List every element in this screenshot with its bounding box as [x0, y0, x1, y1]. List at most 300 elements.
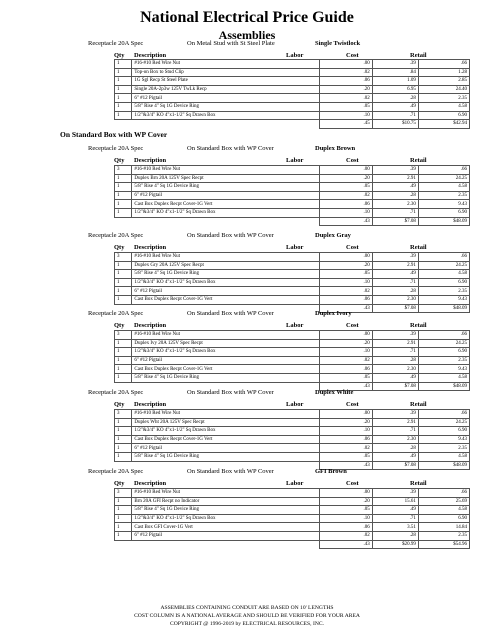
blank-cell — [132, 217, 319, 226]
table-row — [115, 77, 470, 86]
description-cell: 1/2"&3/4" KO 4"x1-1/2" Sq Drawn Box — [132, 208, 319, 217]
column-header-cost: Cost — [346, 480, 359, 487]
description-cell: 6" #12 Pigtail — [132, 531, 319, 540]
section-mount: On Standard Box with WP Cover — [187, 389, 274, 396]
retail-cell: 6.90 — [418, 208, 469, 217]
description-cell: 1/2"&3/4" KO 4"x1-1/2" Sq Drawn Box — [132, 427, 319, 436]
cost-cell: .49 — [372, 506, 418, 515]
retail-cell: 4.58 — [418, 183, 469, 192]
total-row — [115, 382, 470, 391]
table-row — [115, 331, 470, 340]
description-cell: 6" #12 Pigtail — [132, 356, 319, 365]
cost-cell: .71 — [372, 348, 418, 357]
labor-cell: .05 — [319, 102, 372, 111]
qty-cell: 1 — [115, 208, 132, 217]
retail-cell: 1.28 — [418, 68, 469, 77]
qty-cell: 1 — [115, 77, 132, 86]
table-row — [115, 427, 470, 436]
table-row — [115, 200, 470, 209]
description-cell: #16-#10 Red Wire Nut — [132, 410, 319, 419]
table-row — [115, 339, 470, 348]
column-header-cost: Cost — [346, 52, 359, 59]
items-table — [114, 59, 470, 129]
qty-cell: 1 — [115, 295, 132, 304]
retail-cell: 2.35 — [418, 531, 469, 540]
qty-cell: 1 — [115, 356, 132, 365]
retail-cell: .66 — [418, 331, 469, 340]
total-labor: .43 — [319, 217, 372, 226]
labor-cell: .06 — [319, 200, 372, 209]
column-header-cost: Cost — [346, 322, 359, 329]
cost-cell: 1.09 — [372, 77, 418, 86]
labor-cell: .06 — [319, 435, 372, 444]
qty-cell: 1 — [115, 497, 132, 506]
cost-cell: .28 — [372, 191, 418, 200]
column-header-description: Description — [134, 401, 167, 408]
qty-cell: 1 — [115, 68, 132, 77]
qty-cell: 3 — [115, 166, 132, 175]
description-cell: Top-on Box to Stud Clip — [132, 68, 319, 77]
total-cost: $7.08 — [372, 217, 418, 226]
blank-cell — [115, 217, 132, 226]
cost-cell: .49 — [372, 270, 418, 279]
labor-cell: .10 — [319, 348, 372, 357]
column-header-retail: Retail — [410, 52, 427, 59]
qty-cell: 3 — [115, 331, 132, 340]
labor-cell: .05 — [319, 506, 372, 515]
description-cell: Brn 20A GFI Recpt no Indicator — [132, 497, 319, 506]
total-cost: $10.75 — [372, 120, 418, 129]
total-row — [115, 217, 470, 226]
qty-cell: 1 — [115, 365, 132, 374]
cost-cell: .39 — [372, 489, 418, 498]
table-row — [115, 60, 470, 69]
table-row — [115, 295, 470, 304]
blank-cell — [115, 120, 132, 129]
labor-cell: .00 — [319, 60, 372, 69]
qty-cell: 1 — [115, 373, 132, 382]
labor-cell: .00 — [319, 410, 372, 419]
qty-cell: 1 — [115, 270, 132, 279]
qty-cell: 1 — [115, 444, 132, 453]
section-variant: Duplex White — [315, 389, 354, 396]
description-cell: 6" #12 Pigtail — [132, 191, 319, 200]
qty-cell: 1 — [115, 60, 132, 69]
cost-cell: 15.61 — [372, 497, 418, 506]
cost-cell: .49 — [372, 102, 418, 111]
total-retail: $48.09 — [418, 217, 469, 226]
cost-cell: .39 — [372, 410, 418, 419]
page-subtitle: Assemblies — [218, 28, 276, 42]
footer-line-2: COST COLUMN IS A NATIONAL AVERAGE AND SHOULD BE VERIFIED FOR YOUR AREA — [134, 613, 360, 619]
cost-cell: .39 — [372, 331, 418, 340]
table-row — [115, 418, 470, 427]
total-cost: $7.08 — [372, 461, 418, 470]
cost-cell: .71 — [372, 208, 418, 217]
table-row — [115, 514, 470, 523]
retail-cell: 4.58 — [418, 270, 469, 279]
qty-cell: 3 — [115, 253, 132, 262]
cost-cell: .49 — [372, 183, 418, 192]
cost-cell: .28 — [372, 531, 418, 540]
total-retail: $48.09 — [418, 304, 469, 313]
total-row — [115, 120, 470, 129]
labor-cell: .06 — [319, 523, 372, 532]
total-row — [115, 304, 470, 313]
description-cell: #16-#10 Red Wire Nut — [132, 331, 319, 340]
cost-cell: .49 — [372, 452, 418, 461]
qty-cell: 1 — [115, 287, 132, 296]
cost-cell: .28 — [372, 356, 418, 365]
qty-cell: 1 — [115, 85, 132, 94]
labor-cell: .20 — [319, 339, 372, 348]
cost-cell: .39 — [372, 166, 418, 175]
retail-cell: .66 — [418, 410, 469, 419]
cost-cell: 2.30 — [372, 200, 418, 209]
qty-cell: 1 — [115, 452, 132, 461]
retail-cell: 24.25 — [418, 174, 469, 183]
labor-cell: .20 — [319, 497, 372, 506]
blank-cell — [132, 120, 319, 129]
items-table — [114, 165, 470, 226]
labor-cell: .05 — [319, 183, 372, 192]
description-cell: 1/2"&3/4" KO 4"x1-1/2" Sq Drawn Box — [132, 514, 319, 523]
retail-cell: 2.35 — [418, 287, 469, 296]
description-cell: Duplex Brn 20A 125V Spec Recpt — [132, 174, 319, 183]
description-cell: Duplex Gry 20A 125V Spec Recpt — [132, 261, 319, 270]
total-labor: .43 — [319, 540, 372, 549]
description-cell: 5/8" Rise 4" Sq 1G Device Ring — [132, 452, 319, 461]
section-variant: GFI Brown — [315, 468, 347, 475]
retail-cell: 9.43 — [418, 200, 469, 209]
labor-cell: .10 — [319, 427, 372, 436]
column-header-labor: Labor — [286, 52, 304, 59]
labor-cell: .06 — [319, 77, 372, 86]
qty-cell: 1 — [115, 348, 132, 357]
description-cell: Duplex Ivy 20A 125V Spec Recpt — [132, 339, 319, 348]
cost-cell: 2.91 — [372, 418, 418, 427]
description-cell: #16-#10 Red Wire Nut — [132, 253, 319, 262]
table-row — [115, 183, 470, 192]
total-cost: $7.08 — [372, 304, 418, 313]
description-cell: 5/8" Rise 4" Sq 1G Device Ring — [132, 506, 319, 515]
column-header-cost: Cost — [346, 244, 359, 251]
cost-cell: .71 — [372, 278, 418, 287]
total-row — [115, 461, 470, 470]
column-header-qty: Qty — [114, 322, 125, 329]
labor-cell: .20 — [319, 85, 372, 94]
table-row — [115, 253, 470, 262]
cost-cell: 2.91 — [372, 339, 418, 348]
table-row — [115, 348, 470, 357]
labor-cell: .05 — [319, 373, 372, 382]
description-cell: 6" #12 Pigtail — [132, 94, 319, 103]
description-cell: 1/2"&3/4" KO 4"x1-1/2" Sq Drawn Box — [132, 348, 319, 357]
labor-cell: .05 — [319, 452, 372, 461]
description-cell: Single 20A-2p3w 125V TwLk Recp — [132, 85, 319, 94]
retail-cell: 14.84 — [418, 523, 469, 532]
column-header-qty: Qty — [114, 401, 125, 408]
column-header-cost: Cost — [346, 157, 359, 164]
column-header-description: Description — [134, 322, 167, 329]
description-cell: 1G Sgl Recp St Steel Plate — [132, 77, 319, 86]
total-retail: $42.94 — [418, 120, 469, 129]
items-table — [114, 330, 470, 391]
section-variant: Duplex Brown — [315, 145, 356, 152]
table-row — [115, 497, 470, 506]
cost-cell: .71 — [372, 111, 418, 120]
total-retail: $54.96 — [418, 540, 469, 549]
retail-cell: 6.90 — [418, 348, 469, 357]
qty-cell: 1 — [115, 514, 132, 523]
labor-cell: .20 — [319, 418, 372, 427]
column-header-description: Description — [134, 52, 167, 59]
description-cell: Cast Box Duplex Recpt Cover-1G Vert — [132, 365, 319, 374]
qty-cell: 1 — [115, 427, 132, 436]
labor-cell: .02 — [319, 356, 372, 365]
table-row — [115, 68, 470, 77]
group-heading: On Standard Box with WP Cover — [60, 130, 168, 139]
qty-cell: 3 — [115, 489, 132, 498]
qty-cell: 1 — [115, 102, 132, 111]
cost-cell: .28 — [372, 287, 418, 296]
cost-cell: 2.30 — [372, 365, 418, 374]
table-row — [115, 444, 470, 453]
table-row — [115, 191, 470, 200]
description-cell: 5/8" Rise 4" Sq 1G Device Ring — [132, 183, 319, 192]
retail-cell: 24.25 — [418, 339, 469, 348]
qty-cell: 1 — [115, 418, 132, 427]
description-cell: Cast Box Duplex Recpt Cover-1G Vert — [132, 295, 319, 304]
qty-cell: 1 — [115, 191, 132, 200]
table-row — [115, 523, 470, 532]
qty-cell: 1 — [115, 523, 132, 532]
table-row — [115, 489, 470, 498]
qty-cell: 1 — [115, 261, 132, 270]
total-retail: $48.09 — [418, 461, 469, 470]
labor-cell: .02 — [319, 68, 372, 77]
column-header-qty: Qty — [114, 244, 125, 251]
labor-cell: .00 — [319, 253, 372, 262]
section-variant: Single Twistlock — [315, 40, 361, 47]
retail-cell: 9.43 — [418, 295, 469, 304]
retail-cell: 4.58 — [418, 452, 469, 461]
total-labor: .45 — [319, 120, 372, 129]
description-cell: 6" #12 Pigtail — [132, 444, 319, 453]
section-variant: Duplex Gray — [315, 232, 351, 239]
labor-cell: .02 — [319, 444, 372, 453]
items-table — [114, 252, 470, 313]
description-cell: 6" #12 Pigtail — [132, 287, 319, 296]
page-title: National Electrical Price Guide — [140, 9, 354, 26]
section-mount: On Standard Box with WP Cover — [187, 232, 274, 239]
labor-cell: .00 — [319, 166, 372, 175]
retail-cell: .66 — [418, 489, 469, 498]
total-row — [115, 540, 470, 549]
table-row — [115, 435, 470, 444]
cost-cell: .71 — [372, 514, 418, 523]
column-header-labor: Labor — [286, 401, 304, 408]
table-row — [115, 373, 470, 382]
cost-cell: 2.91 — [372, 174, 418, 183]
description-cell: 5/8" Rise 4" Sq 1G Device Ring — [132, 102, 319, 111]
retail-cell: 6.90 — [418, 111, 469, 120]
items-table — [114, 409, 470, 470]
table-row — [115, 356, 470, 365]
description-cell: #16-#10 Red Wire Nut — [132, 489, 319, 498]
section-spec: Receptacle 20A Spec — [88, 468, 144, 475]
table-row — [115, 270, 470, 279]
table-row — [115, 85, 470, 94]
qty-cell: 1 — [115, 435, 132, 444]
section-spec: Receptacle 20A Spec — [88, 310, 144, 317]
description-cell: Cast Box GFI Cover-1G Vert — [132, 523, 319, 532]
description-cell: #16-#10 Red Wire Nut — [132, 60, 319, 69]
retail-cell: 9.43 — [418, 365, 469, 374]
cost-cell: .28 — [372, 94, 418, 103]
retail-cell: 9.43 — [418, 435, 469, 444]
labor-cell: .10 — [319, 111, 372, 120]
qty-cell: 1 — [115, 531, 132, 540]
retail-cell: 25.69 — [418, 497, 469, 506]
section-mount: On Standard Box with WP Cover — [187, 310, 274, 317]
total-retail: $48.09 — [418, 382, 469, 391]
section-variant: Duplex Ivory — [315, 310, 352, 317]
description-cell: Duplex Wht 20A 125V Spec Recpt — [132, 418, 319, 427]
column-header-labor: Labor — [286, 322, 304, 329]
blank-cell — [115, 540, 132, 549]
retail-cell: .66 — [418, 166, 469, 175]
section-spec: Receptacle 20A Spec — [88, 232, 144, 239]
qty-cell: 1 — [115, 183, 132, 192]
retail-cell: .66 — [418, 60, 469, 69]
table-row — [115, 174, 470, 183]
column-header-retail: Retail — [410, 480, 427, 487]
table-row — [115, 261, 470, 270]
cost-cell: 3.51 — [372, 523, 418, 532]
labor-cell: .02 — [319, 94, 372, 103]
description-cell: 5/8" Rise 4" Sq 1G Device Ring — [132, 373, 319, 382]
retail-cell: 2.35 — [418, 356, 469, 365]
column-header-description: Description — [134, 244, 167, 251]
cost-cell: .39 — [372, 60, 418, 69]
table-row — [115, 287, 470, 296]
retail-cell: 24.25 — [418, 418, 469, 427]
retail-cell: 4.58 — [418, 373, 469, 382]
retail-cell: 24.40 — [418, 85, 469, 94]
table-row — [115, 410, 470, 419]
qty-cell: 3 — [115, 410, 132, 419]
table-row — [115, 166, 470, 175]
blank-cell — [132, 540, 319, 549]
column-header-retail: Retail — [410, 322, 427, 329]
total-labor: .43 — [319, 461, 372, 470]
column-header-qty: Qty — [114, 157, 125, 164]
labor-cell: .02 — [319, 191, 372, 200]
qty-cell: 1 — [115, 339, 132, 348]
section-mount: On Metal Stud with St Steel Plate — [187, 40, 275, 47]
labor-cell: .00 — [319, 489, 372, 498]
cost-cell: .49 — [372, 373, 418, 382]
column-header-retail: Retail — [410, 401, 427, 408]
table-row — [115, 365, 470, 374]
qty-cell: 1 — [115, 174, 132, 183]
labor-cell: .10 — [319, 514, 372, 523]
column-header-qty: Qty — [114, 52, 125, 59]
column-header-labor: Labor — [286, 157, 304, 164]
labor-cell: .10 — [319, 208, 372, 217]
labor-cell: .00 — [319, 331, 372, 340]
section-spec: Receptacle 20A Spec — [88, 389, 144, 396]
cost-cell: .39 — [372, 253, 418, 262]
footer-line-3: COPYRIGHT @ 1996-2019 by ELECTRICAL RESOURCES, INC. — [169, 621, 324, 627]
retail-cell: 24.25 — [418, 261, 469, 270]
description-cell: Cast Box Duplex Recpt Cover-1G Vert — [132, 435, 319, 444]
labor-cell: .20 — [319, 261, 372, 270]
cost-cell: .71 — [372, 427, 418, 436]
total-cost: $20.99 — [372, 540, 418, 549]
column-header-description: Description — [134, 157, 167, 164]
cost-cell: 2.30 — [372, 435, 418, 444]
retail-cell: 2.35 — [418, 444, 469, 453]
labor-cell: .20 — [319, 174, 372, 183]
description-cell: Cast Box Duplex Recpt Cover-1G Vert — [132, 200, 319, 209]
labor-cell: .02 — [319, 287, 372, 296]
section-mount: On Standard Box with WP Cover — [187, 145, 274, 152]
column-header-labor: Labor — [286, 480, 304, 487]
table-row — [115, 102, 470, 111]
column-header-cost: Cost — [346, 401, 359, 408]
column-header-retail: Retail — [410, 244, 427, 251]
retail-cell: 2.85 — [418, 77, 469, 86]
table-row — [115, 452, 470, 461]
section-spec: Receptacle 20A Spec — [88, 40, 144, 47]
description-cell: 1/2"&3/4" KO 4"x1-1/2" Sq Drawn Box — [132, 111, 319, 120]
table-row — [115, 506, 470, 515]
table-row — [115, 111, 470, 120]
table-row — [115, 278, 470, 287]
cost-cell: 2.91 — [372, 261, 418, 270]
total-cost: $7.08 — [372, 382, 418, 391]
description-cell: #16-#10 Red Wire Nut — [132, 166, 319, 175]
retail-cell: .66 — [418, 253, 469, 262]
column-header-retail: Retail — [410, 157, 427, 164]
labor-cell: .06 — [319, 365, 372, 374]
labor-cell: .05 — [319, 270, 372, 279]
labor-cell: .10 — [319, 278, 372, 287]
total-labor: .43 — [319, 382, 372, 391]
section-spec: Receptacle 20A Spec — [88, 145, 144, 152]
qty-cell: 1 — [115, 278, 132, 287]
retail-cell: 6.90 — [418, 514, 469, 523]
retail-cell: 6.90 — [418, 278, 469, 287]
description-cell: 1/2"&3/4" KO 4"x1-1/2" Sq Drawn Box — [132, 278, 319, 287]
retail-cell: 4.58 — [418, 506, 469, 515]
cost-cell: 2.30 — [372, 295, 418, 304]
footer-line-1: ASSEMBLIES CONTAINING CONDUIT ARE BASED ON 10' LENGTHS — [160, 605, 334, 611]
column-header-qty: Qty — [114, 480, 125, 487]
column-header-description: Description — [134, 480, 167, 487]
qty-cell: 1 — [115, 506, 132, 515]
section-mount: On Standard Box with WP Cover — [187, 468, 274, 475]
qty-cell: 1 — [115, 94, 132, 103]
qty-cell: 1 — [115, 111, 132, 120]
column-header-labor: Labor — [286, 244, 304, 251]
table-row — [115, 208, 470, 217]
cost-cell: .28 — [372, 444, 418, 453]
retail-cell: 4.58 — [418, 102, 469, 111]
cost-cell: .84 — [372, 68, 418, 77]
